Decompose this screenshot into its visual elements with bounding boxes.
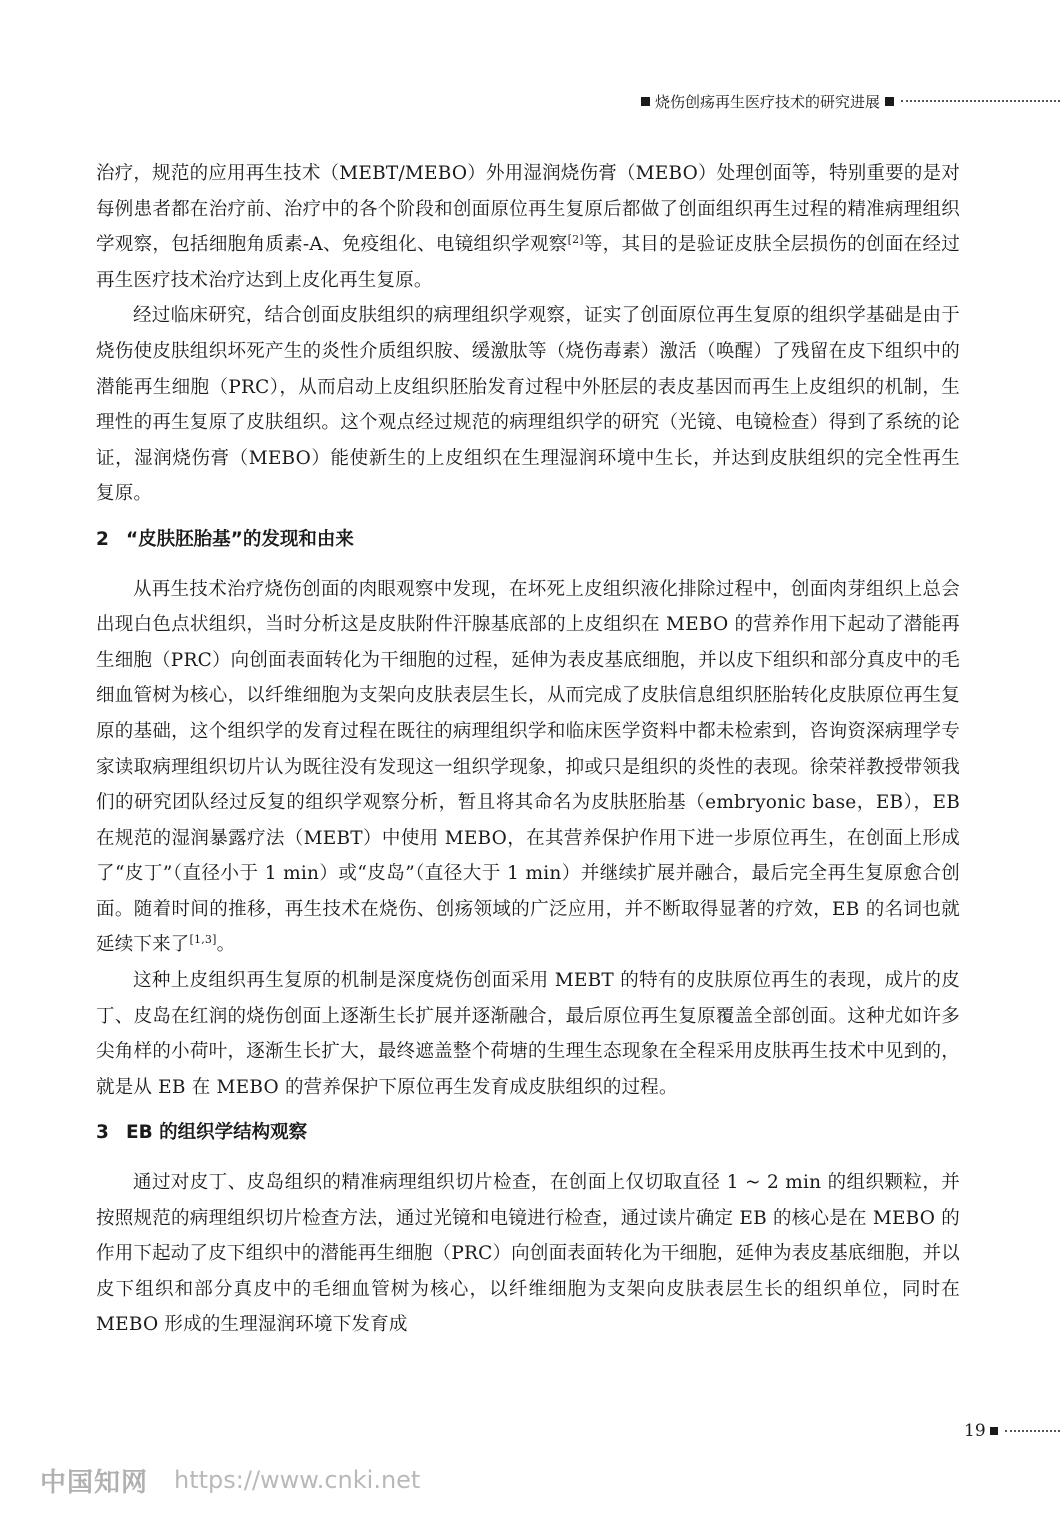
square-bullet-icon: [990, 1427, 998, 1435]
watermark-url: https://www.cnki.net: [174, 1466, 421, 1494]
running-header: [636, 90, 1060, 112]
section-heading-2: 2 “皮肤胚胎基”的发现和由来: [96, 528, 354, 550]
citation[interactable]: [2]: [567, 233, 584, 247]
body-text: [96, 156, 960, 1343]
cnki-logo: 中国知网: [40, 1467, 149, 1498]
paragraph: 通过对皮丁、皮岛组织的精准病理组织切片检查，在创面上仅切取直径 1 ~ 2 min 的组织颗粒，并按照规范的病理组织切片检查方法，通过光镜和电镜进行检查，通过读片确定 EB 的核心是在 MEBO 的作用下起动了皮下组织中的潜能再生细胞（PRC）向创面表面转化为干细胞，延伸为表皮基底细胞，并以皮下组织和部分真皮中的毛细血管树为核心，以纤维细胞为支架向皮肤表层生长的组织单位，同时在 MEBO 形成的生理湿润环境下发育成: [96, 1172, 960, 1336]
dotted-leader: [901, 100, 1060, 102]
page-number: 19: [964, 1420, 1060, 1442]
watermark: [40, 1460, 420, 1500]
section-heading-3: 3 EB 的组织学结构观察: [96, 1122, 308, 1144]
paragraph: 这种上皮组织再生复原的机制是深度烧伤创面采用 MEBT 的特有的皮肤原位再生的表现，成片的皮丁、皮岛在红润的烧伤创面上逐渐生长扩展并逐渐融合，最后原位再生复原覆盖全部创面。这种尤如许多尖角样的小荷叶，逐渐生长扩大，最终遮盖整个荷塘的生理生态现象在全程采用皮肤再生技术中见到的，就是从 EB 在 MEBO 的营养保护下原位再生发育成皮肤组织的过程。: [96, 970, 960, 1098]
running-title: 烧伤创疡再生医疗技术的研究进展: [655, 92, 881, 111]
square-bullet-icon: [641, 97, 650, 106]
paragraph-continued: 治疗，规范的应用再生技术（MEBT/MEBO）外用湿润烧伤膏（MEBO）处理创面等，特别重要的是对每例患者都在治疗前、治疗中的各个阶段和创面原位再生复原后都做了创面组织再生过程的精准病理组织学观察，包括细胞角质素-A、免疫组化、电镜组织学观察[2]等，其目的是验证皮肤全层损伤的创面在经过再生医疗技术治疗达到上皮化再生复原。: [96, 163, 960, 291]
citation[interactable]: [1,3]: [189, 933, 217, 947]
square-bullet-icon: [885, 97, 894, 106]
paragraph: 经过临床研究，结合创面皮肤组织的病理组织学观察，证实了创面原位再生复原的组织学基础是由于烧伤使皮肤组织坏死产生的炎性介质组织胺、缓激肽等（烧伤毒素）激活（唤醒）了残留在皮下组织中的潜能再生细胞（PRC），从而启动上皮组织胚胎发育过程中外胚层的表皮基因而再生上皮组织的机制，生理性的再生复原了皮肤组织。这个观点经过规范的病理组织学的研究（光镜、电镜检查）得到了系统的论证，湿润烧伤膏（MEBO）能使新生的上皮组织在生理湿润环境中生长，并达到皮肤组织的完全性再生复原。: [96, 305, 960, 505]
dotted-leader: [1005, 1430, 1060, 1432]
paragraph: 从再生技术治疗烧伤创面的肉眼观察中发现，在坏死上皮组织液化排除过程中，创面肉芽组织上总会出现白色点状组织，当时分析这是皮肤附件汗腺基底部的上皮组织在 MEBO 的营养作用下起动了潜能再生细胞（PRC）向创面表面转化为干细胞的过程，延伸为表皮基底细胞，并以皮下组织和部分真皮中的毛细血管树为核心，以纤维细胞为支架向皮肤表层生长，从而完成了皮肤信息组织胚胎转化皮肤原位再生复原的基础，这个组织学的发育过程在既往的病理组织学和临床医学资料中都未检索到，咨询资深病理学专家读取病理组织切片认为既往没有发现这一组织学现象，抑或只是组织的炎性的表现。徐荣祥教授带领我们的研究团队经过反复的组织学观察分析，暂且将其命名为皮肤胚胎基（embryonic base，EB），EB 在规范的湿润暴露疗法（MEBT）中使用 MEBO，在其营养保护作用下进一步原位再生，在创面上形成了“皮丁”（直径小于 1 min）或“皮岛”（直径大于 1 min）并继续扩展并融合，最后完全再生复原愈合创面。随着时间的推移，再生技术在烧伤、创疡领域的广泛应用，并不断取得显著的疗效，EB 的名词也就延续下来了[1,3]。: [96, 578, 960, 956]
